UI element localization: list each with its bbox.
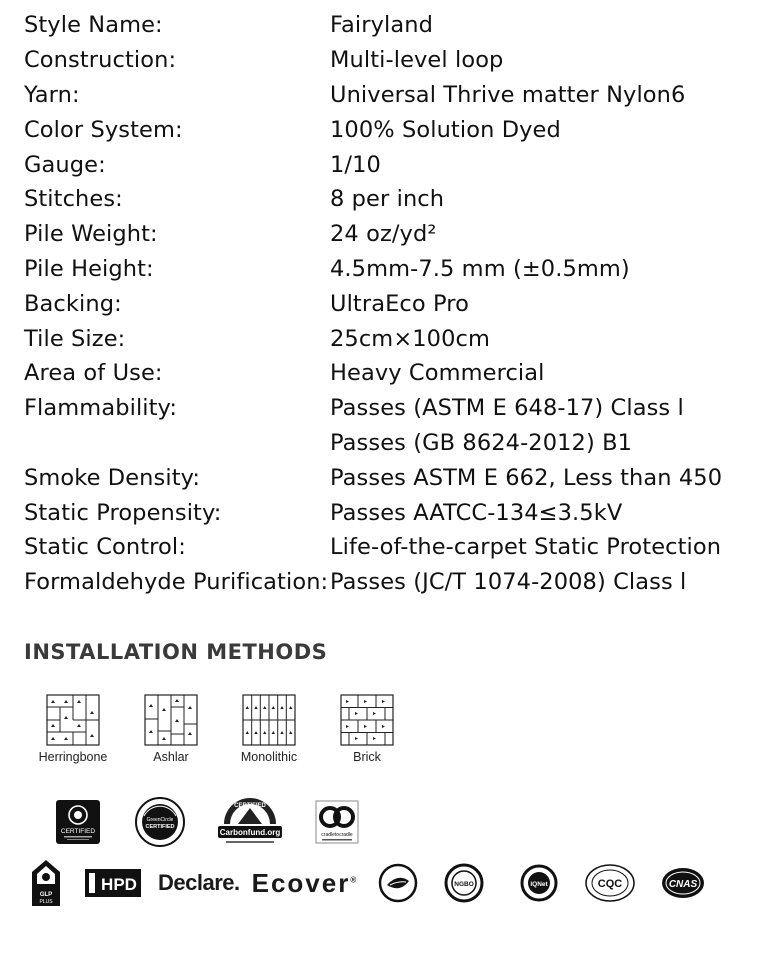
brick-pattern-icon — [340, 694, 394, 746]
spec-value: Passes AATCC-134≤3.5kV — [330, 499, 623, 526]
certification-logos — [40, 796, 388, 848]
method-label: Monolithic — [240, 750, 298, 764]
greencircle-certified-logo — [134, 796, 186, 848]
spec-value: 1/10 — [330, 151, 381, 178]
monolithic-pattern-icon — [242, 694, 296, 746]
spec-value: Heavy Commercial — [330, 360, 545, 387]
cri-green-label-certified-logo — [54, 798, 102, 846]
spec-label: Static Control: — [24, 534, 186, 561]
method-ashlar — [122, 694, 220, 764]
hpd-logo — [84, 868, 142, 898]
spec-row — [24, 147, 744, 182]
spec-label: Construction: — [24, 47, 177, 74]
spec-label: Static Propensity: — [24, 499, 222, 526]
spec-row — [24, 460, 744, 495]
method-label: Brick — [353, 750, 381, 764]
spec-row — [24, 495, 744, 530]
iqnet-seal-logo — [520, 864, 558, 902]
spec-row — [24, 78, 744, 113]
spec-label: Color System: — [24, 116, 183, 143]
svg-text:CQC: CQC — [598, 878, 623, 890]
china-environmental-label-logo — [378, 863, 418, 903]
spec-value: Passes (JC/T 1074-2008) Class l — [330, 569, 687, 596]
svg-text:CERTIFIED: CERTIFIED — [60, 828, 96, 835]
svg-text:GLP: GLP — [39, 892, 53, 898]
svg-text:HPD: HPD — [101, 875, 137, 894]
carbonfund-logo — [214, 796, 286, 848]
spec-value: Passes ASTM E 662, Less than 450 — [330, 464, 723, 491]
spec-value: 8 per inch — [330, 186, 445, 213]
spec-value: Universal Thrive matter Nylon6 — [330, 81, 686, 108]
spec-value: 25cm×100cm — [330, 325, 491, 352]
spec-row — [24, 43, 744, 78]
spec-row — [24, 252, 744, 287]
svg-text:IQNet: IQNet — [530, 881, 548, 888]
spec-value: Passes (ASTM E 648-17) Class l — [330, 395, 684, 422]
spec-label: Pile Height: — [24, 255, 154, 282]
spec-row — [24, 286, 744, 321]
standards-logos — [30, 858, 750, 908]
installation-methods — [24, 694, 416, 764]
spec-table — [24, 8, 744, 600]
cradle-to-cradle-logo — [314, 799, 360, 845]
svg-text:NGBO: NGBO — [454, 881, 475, 888]
spec-label: Tile Size: — [24, 325, 126, 352]
spec-value: Passes (GB 8624-2012) B1 — [330, 429, 633, 456]
spec-row — [24, 565, 744, 600]
method-herringbone — [24, 694, 122, 764]
svg-text:Carbonfund.org: Carbonfund.org — [219, 828, 281, 837]
spec-label: Gauge: — [24, 151, 106, 178]
svg-text:cradletocradle: cradletocradle — [321, 832, 353, 838]
ashlar-pattern-icon — [144, 694, 198, 746]
spec-row — [24, 321, 744, 356]
svg-text:CERTIFIED: CERTIFIED — [145, 824, 175, 830]
spec-label: Formaldehyde Purification: — [24, 569, 329, 596]
spec-label: Style Name: — [24, 12, 163, 39]
spec-row — [24, 8, 744, 43]
spec-row — [24, 182, 744, 217]
ngbo-seal-logo — [444, 863, 484, 903]
spec-row — [24, 391, 744, 426]
svg-text:PLUS: PLUS — [39, 899, 53, 905]
declare-logo: Declare. — [158, 870, 240, 895]
spec-value: 24 oz/yd² — [330, 221, 437, 248]
spec-value: Life-of-the-carpet Static Protection — [330, 534, 722, 561]
spec-row — [24, 426, 744, 461]
cnas-logo — [660, 865, 706, 901]
green-label-plus-house-logo — [30, 858, 62, 908]
spec-row — [24, 112, 744, 147]
method-monolithic — [220, 694, 318, 764]
spec-label: Stitches: — [24, 186, 123, 213]
spec-value: Multi-level loop — [330, 47, 504, 74]
method-label: Ashlar — [153, 750, 189, 764]
spec-value: UltraEco Pro — [330, 290, 469, 317]
method-label: Herringbone — [38, 750, 108, 764]
spec-label: Backing: — [24, 290, 122, 317]
spec-value: Fairyland — [330, 12, 433, 39]
ecover-logo: Ecover® — [251, 867, 357, 898]
spec-value: 4.5mm-7.5 mm (±0.5mm) — [330, 255, 630, 282]
svg-text:CERTIFIED: CERTIFIED — [234, 803, 266, 809]
spec-label: Pile Weight: — [24, 221, 158, 248]
spec-label: Yarn: — [24, 81, 80, 108]
spec-label: Area of Use: — [24, 360, 163, 387]
svg-text:CNAS: CNAS — [669, 879, 698, 890]
spec-row — [24, 356, 744, 391]
herringbone-pattern-icon — [46, 694, 100, 746]
spec-label: Flammability: — [24, 395, 178, 422]
installation-methods-title: INSTALLATION METHODS — [24, 640, 328, 664]
ecover-text: Ecover — [251, 867, 351, 898]
spec-value: 100% Solution Dyed — [330, 116, 561, 143]
svg-text:GreenCircle: GreenCircle — [146, 817, 174, 823]
spec-row — [24, 530, 744, 565]
spec-label: Smoke Density: — [24, 464, 201, 491]
spec-row — [24, 217, 744, 252]
method-brick — [318, 694, 416, 764]
cqc-logo — [584, 863, 636, 903]
